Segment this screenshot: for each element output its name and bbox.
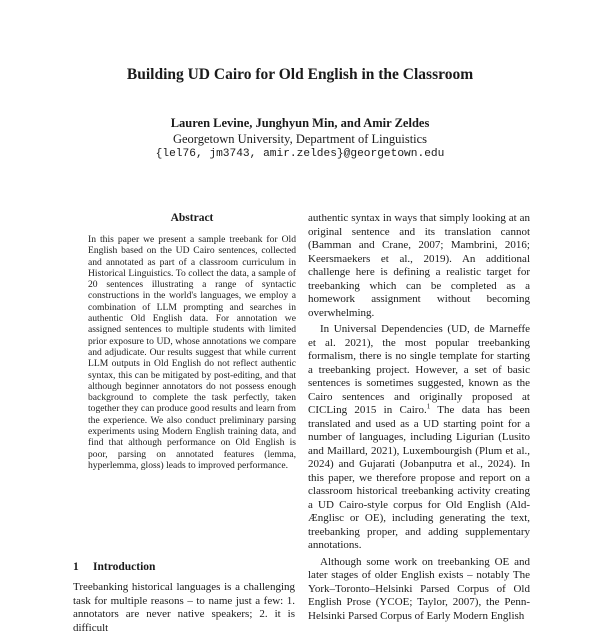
section-heading-introduction [73,561,155,573]
author-list: Lauren Levine, Junghyun Min, and Amir Zeldes [170,116,430,130]
abstract-text: In this paper we present a sample treebank for Old English based on the UD Cairo sentences, collected and annotated as part of a classroom curriculum in Historical Linguistics. To collect the data, a sample of 20 sentences illustrating a range of syntactic constructions in the world's languages, we employ a combination of LLM prompting and searches in authentic Old English data. For annotation we assigned sentences to multiple students with limited prior exposure to UD, whose annotations we compare and adjudicate. Our results suggest that while current LLM outputs in Old English do not reflect authentic syntax, this can be mitigated by post-editing, and that although beginner annotators do not possess enough background to complete the task perfectly, taken together they can produce good results and learn from the experience. We also conduct preliminary parsing experiments using Modern English training data, and find that although performance on Old English is poor, parsing on annotated features (lemma, hyperlemma, gloss) leads to improved performance. [88,234,296,471]
footnote-marker[interactable]: 1 [426,402,431,411]
paragraph-text: In Universal Dependencies (UD, de Marneffe et al. 2021), the most popular treebanking formalism, there is no single template for starting a treebanking project. However, a set of basic sentences is sometimes suggested, known as the Cairo sentences and originally proposed at CICLing 2015 in Cairo. [308,323,530,416]
paper-title: Building UD Cairo for Old English in the Classroom [126,66,474,83]
paragraph-text: The data has been translated and used as a UD starting point for a number of languages, including Ligurian (Lusito and Maillard, 2021), Luxembourgish (Plum et al., 2024) and Gujarati (Jobanputra et al., 2024). In this paper, we therefore propose and report on a classroom historical treebanking activity creating a UD Cairo-style corpus for Old English (Ald-Ænglisc or OE), including generating the text, treebanking proper, and adding supplementary annotations. [308,404,531,551]
abstract-heading: Abstract [170,212,214,224]
paragraph [308,323,530,553]
author-emails: {lel76, jm3743, amir.zeldes}@georgetown.edu [155,148,445,160]
paragraph: authentic syntax in ways that simply looking at an original sentence and its translation cannot (Bamman and Crane, 2007; Mambrini, 2016; Keersmaekers et al., 2019). An additional challenge here is defining a realistic target for treebanking which can be completed as a homework assignment without becoming overwhelming. [308,212,530,319]
paragraph: Although some work on treebanking OE and later stages of older English exists – notably The York–Toronto–Helsinki Parsed Corpus of Old English Prose (YCOE; Taylor, 2007), the Penn-Helsinki Parsed Corpus of Early Modern English [308,555,530,622]
affiliation: Georgetown University, Department of Linguistics [172,132,428,146]
right-column [308,212,530,623]
section-number: 1 [73,561,79,573]
section-title: Introduction [93,561,156,573]
introduction-text: Treebanking historical languages is a challenging task for multiple reasons – to name just a few: 1. annotators are never native speakers; 2. it is difficult [73,581,295,634]
